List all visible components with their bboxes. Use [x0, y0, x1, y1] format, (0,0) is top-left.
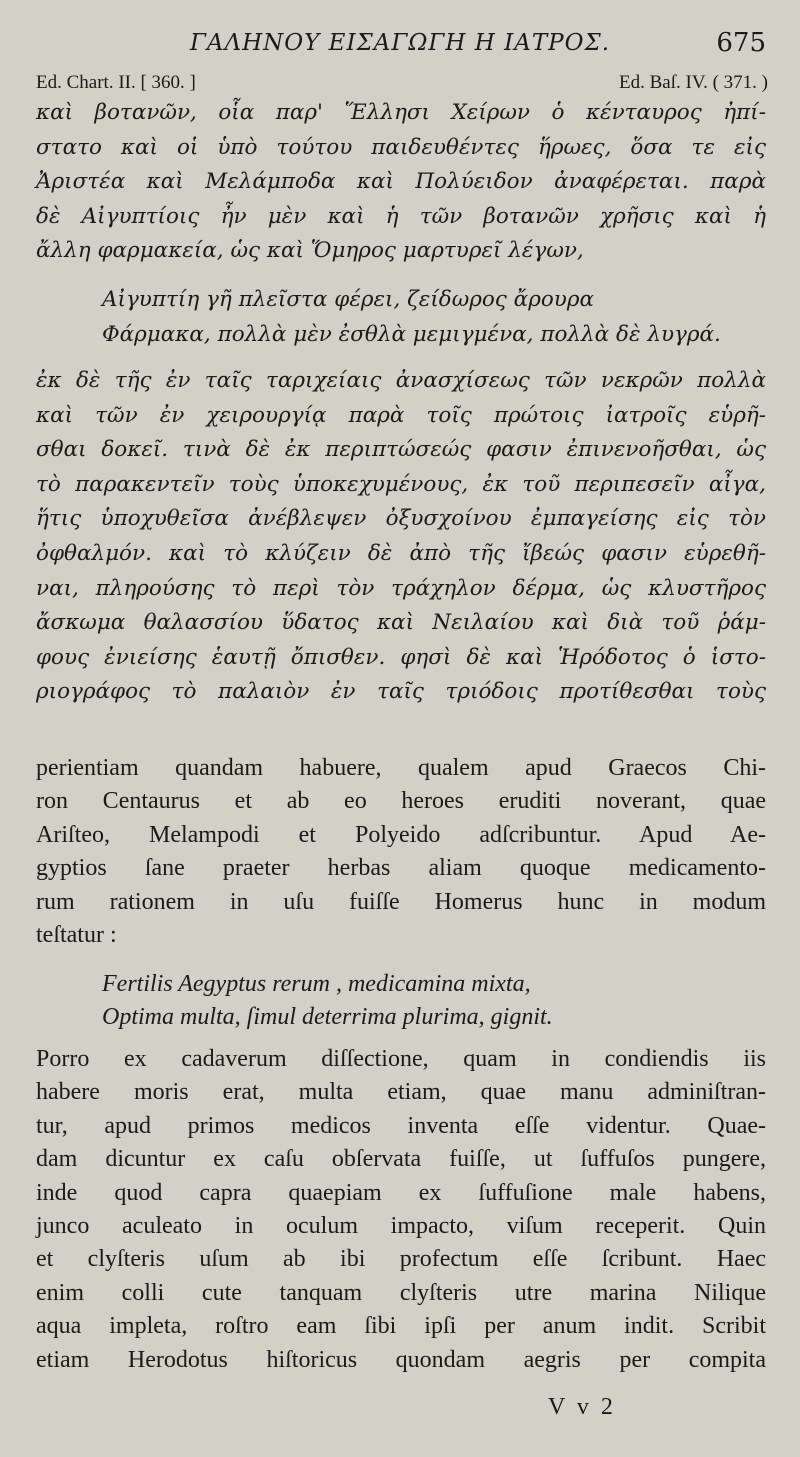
greek-line: ἄσκωμα θαλασσίου ὕδατος καὶ Νειλαίου καὶ διὰ τοῦ ῥάμ- — [36, 610, 766, 636]
latin-line: junco aculeato in oculum impacto, viſum receperit. Quin — [36, 1212, 766, 1239]
running-title: ΓΑΛΗΝΟΥ ΕΙΣΑΓΩΓΗ Η ΙΑΤΡΟΣ. — [189, 30, 611, 56]
greek-line: σθαι δοκεῖ. τινὰ δὲ ἐκ περιπτώσεώς φασιν ἐπινενοῆσθαι, ὡς — [36, 437, 766, 463]
latin-line: enim colli cute tanquam clyſteris utre marina Niliquе — [36, 1279, 766, 1306]
greek-verse-line: Αἰγυπτίη γῆ πλεῖστα φέρει, ζείδωρος ἄρουρα — [102, 287, 595, 312]
greek-line: Ἀριστέα καὶ Μελάμποδα καὶ Πολύειδον ἀναφέρεται. παρὰ — [36, 169, 766, 195]
greek-line: δὲ Αἰγυπτίοις ἦν μὲν καὶ ἡ τῶν βοτανῶν χρῆσις καὶ ἡ — [36, 203, 766, 229]
edition-reference-right: Ed. Baſ. IV. ( 371. ) — [619, 72, 768, 93]
greek-line: στατο καὶ οἱ ὑπὸ τούτου παιδευθέντες ἥρωες, ὅσα τε εἰς — [36, 134, 766, 160]
latin-line: inde quod capra quaepiam ex ſuffuſione male habens, — [36, 1179, 766, 1206]
latin-paragraph-1 — [36, 752, 766, 952]
greek-verse-quote — [36, 283, 766, 352]
greek-verse-line: Φάρμακα, πολλὰ μὲν ἐσθλὰ μεμιγμένα, πολλὰ δὲ λυγρά. — [102, 321, 721, 347]
page-number: 675 — [716, 28, 766, 58]
greek-line: ὀφθαλμόν. καὶ τὸ κλύζειν δὲ ἀπὸ τῆς ἴβεώς φασιν εὑρεθῆ- — [36, 540, 766, 566]
latin-line: teſtatur : — [36, 921, 117, 948]
greek-line: τὸ παρακεντεῖν τοὺς ὑποκεχυμένους, ἐκ τοῦ περιπεσεῖν αἶγα, — [36, 471, 766, 497]
latin-verse-line: Fertilis Aegyptus rerum , medicamina mixta, — [102, 971, 531, 997]
latin-line: ron Centaurus et ab eo heroes eruditi noverant, quae — [36, 788, 766, 815]
signature-mark: V v 2 — [548, 1394, 616, 1420]
greek-line: ἐκ δὲ τῆς ἐν ταῖς ταριχείαις ἀνασχίσεως τῶν νεκρῶν πολλὰ — [36, 368, 766, 393]
greek-line: καὶ τῶν ἐν χειρουργίᾳ παρὰ τοῖς πρώτοις ἰατροῖς εὑρῆ- — [36, 402, 766, 428]
latin-line: gyptios ſane praeter herbas aliam quoque medicamento- — [36, 855, 766, 882]
latin-line: et clyſteris uſum ab ibi profectum eſſe ſcribunt. Haec — [36, 1246, 766, 1273]
latin-line: Ariſteo, Melampodi et Polyeido adſcribuntur. Apud Ae- — [36, 821, 766, 848]
greek-line: ἥτις ὑποχυθεῖσα ἀνέβλεψεν ὀξυσχοίνου ἐμπαγείσης εἰς τὸν — [36, 506, 766, 532]
greek-line: ριογράφος τὸ παλαιὸν ἐν ταῖς τριόδοις προτίθεσθαι τοὺς — [36, 679, 766, 705]
latin-line: aqua impleta, roſtro eam ſibi ipſi per anum indit. Scribit — [36, 1313, 766, 1340]
latin-line: perientiam quandam habuere, qualem apud Graecos Chi- — [36, 755, 766, 781]
greek-line: ναι, πληρούσης τὸ περὶ τὸν τράχηλον δέρμα, ὡς κλυστῆρος — [36, 575, 766, 601]
latin-paragraph-2 — [36, 1043, 766, 1377]
greek-line: φους ἐνιείσης ἑαυτῇ ὄπισθεν. φησὶ δὲ καὶ Ἡρόδοτος ὁ ἱστο- — [36, 644, 766, 670]
latin-line: tur, apud primos medicos inventa eſſe videntur. Quae- — [36, 1112, 766, 1139]
greek-paragraph-1 — [36, 96, 766, 269]
latin-verse-line: Optima multa, ſimul deterrima plurima, gignit. — [102, 1004, 553, 1031]
latin-verse-quote — [36, 968, 766, 1035]
edition-reference-left: Ed. Chart. II. [ 360. ] — [36, 72, 196, 93]
latin-line: etiam Herodotus hiſtoricus quondam aegris per compita — [36, 1346, 766, 1373]
greek-line: καὶ βοτανῶν, οἷα παρ' Ἕλλησι Χείρων ὁ κένταυρος ἠπί- — [36, 100, 766, 125]
greek-paragraph-2 — [36, 364, 766, 710]
latin-line: habere moris erat, multa etiam, quae manu adminiſtran- — [36, 1079, 766, 1106]
latin-line: dam dicuntur ex caſu obſervata fuiſſe, ut ſuffuſos pungere, — [36, 1146, 766, 1173]
greek-line: ἄλλη φαρμακεία, ὡς καὶ Ὅμηρος μαρτυρεῖ λέγων, — [36, 238, 584, 264]
latin-line: Porro ex cadaverum diſſectione, quam in condiendis iis — [36, 1046, 766, 1072]
latin-line: rum rationem in uſu fuiſſe Homerus hunc in modum — [36, 888, 766, 915]
